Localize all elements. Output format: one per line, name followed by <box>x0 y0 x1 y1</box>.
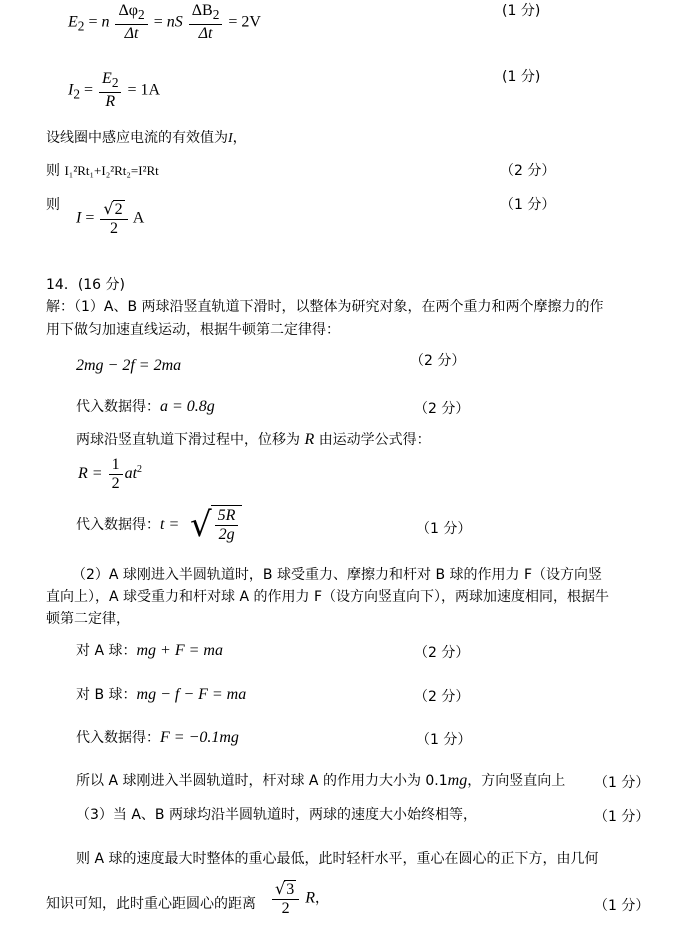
points-label: （2 分） <box>414 401 470 417</box>
points-label: （1 分） <box>500 197 556 213</box>
text-s3: （3）当 A、B 两球均沿半圆轨道时，两球的速度大小始终相等， <box>76 807 477 823</box>
equation-ball-b: 对 B 球：mg − f − F = ma <box>76 686 247 703</box>
text-s1a: 解：（1）A、B 两球沿竖直轨道下滑时，以整体为研究对象，在两个重力和两个摩擦力的作 <box>46 299 604 315</box>
equation-i: I = √ 2 2 A <box>76 199 145 237</box>
points-label: （1 分） <box>416 521 472 537</box>
points-label: （1 分） <box>594 898 650 914</box>
text-ze: 则 <box>46 197 60 213</box>
text-effective: 设线圈中感应电流的有效值为I， <box>46 130 247 146</box>
equation-distance: √ 3 2 R， <box>270 880 329 918</box>
text-s1b: 用下做匀加速直线运动，根据牛顿第二定律得： <box>46 322 340 338</box>
text-displacement: 两球沿竖直轨道下滑过程中，位移为 R 由运动学公式得： <box>76 431 431 448</box>
text-s2b: 直向上），A 球受重力和杆对球 A 的作用力 F（设方向竖直向下），两球加速度相同，根据牛 <box>46 589 610 605</box>
points-label: （2 分） <box>414 689 470 705</box>
text-s2c: 顿第二定律， <box>46 611 130 627</box>
text-s2a: （2）A 球刚进入半圆轨道时，B 球受重力、摩擦力和杆对 B 球的作用力 F（设方向竖 <box>72 567 602 583</box>
text-conclusion-1: 所以 A 球刚进入半圆轨道时，杆对球 A 的作用力大小为 0.1mg，方向竖直向上 <box>76 772 566 789</box>
points-label: （1 分） <box>594 775 650 791</box>
text-substitute-2: 代入数据得：t = <box>76 516 180 533</box>
points-label: （1 分） <box>416 732 472 748</box>
points-label: (1 分) <box>502 69 541 85</box>
equation-kinematics: R = $\frac{1}{2}$ $at^2$ <box>78 456 143 492</box>
equation-newton: 2mg − 2f = 2ma <box>76 357 182 374</box>
points-label: (1 分) <box>502 3 541 19</box>
question-number: 14．(16 分) <box>46 277 126 293</box>
text-joule: 则 I₁²Rt₁+I₂²Rt₂=I²Rt <box>46 163 159 179</box>
points-label: （2 分） <box>414 645 470 661</box>
text-substitute-3: 代入数据得：F = −0.1mg <box>76 729 239 746</box>
equation-time: √ $\frac{5R}{2g}$ <box>190 505 242 545</box>
text-s3c: 知识可知，此时重心距圆心的距离 <box>46 896 256 912</box>
points-label: （2 分） <box>410 353 466 369</box>
equation-ball-a: 对 A 球：mg + F = ma <box>76 642 223 659</box>
text-substitute-1: 代入数据得：a = 0.8g <box>76 398 215 415</box>
points-label: （2 分） <box>500 163 556 179</box>
equation-e2: $E_2 = n$ $\frac{\Delta\varphi_2}{\Delta t}$ = nS $\frac{\Delta B_2}{\Delta t}$ = 2V <box>68 2 261 43</box>
equation-i2: $I_2$ = $\frac{E_2}{R}$ = 1A <box>68 70 161 111</box>
text-s3b: 则 A 球的速度最大时整体的重心最低，此时轻杆水平，重心在圆心的正下方，由几何 <box>76 851 599 867</box>
points-label: （1 分） <box>594 809 650 825</box>
